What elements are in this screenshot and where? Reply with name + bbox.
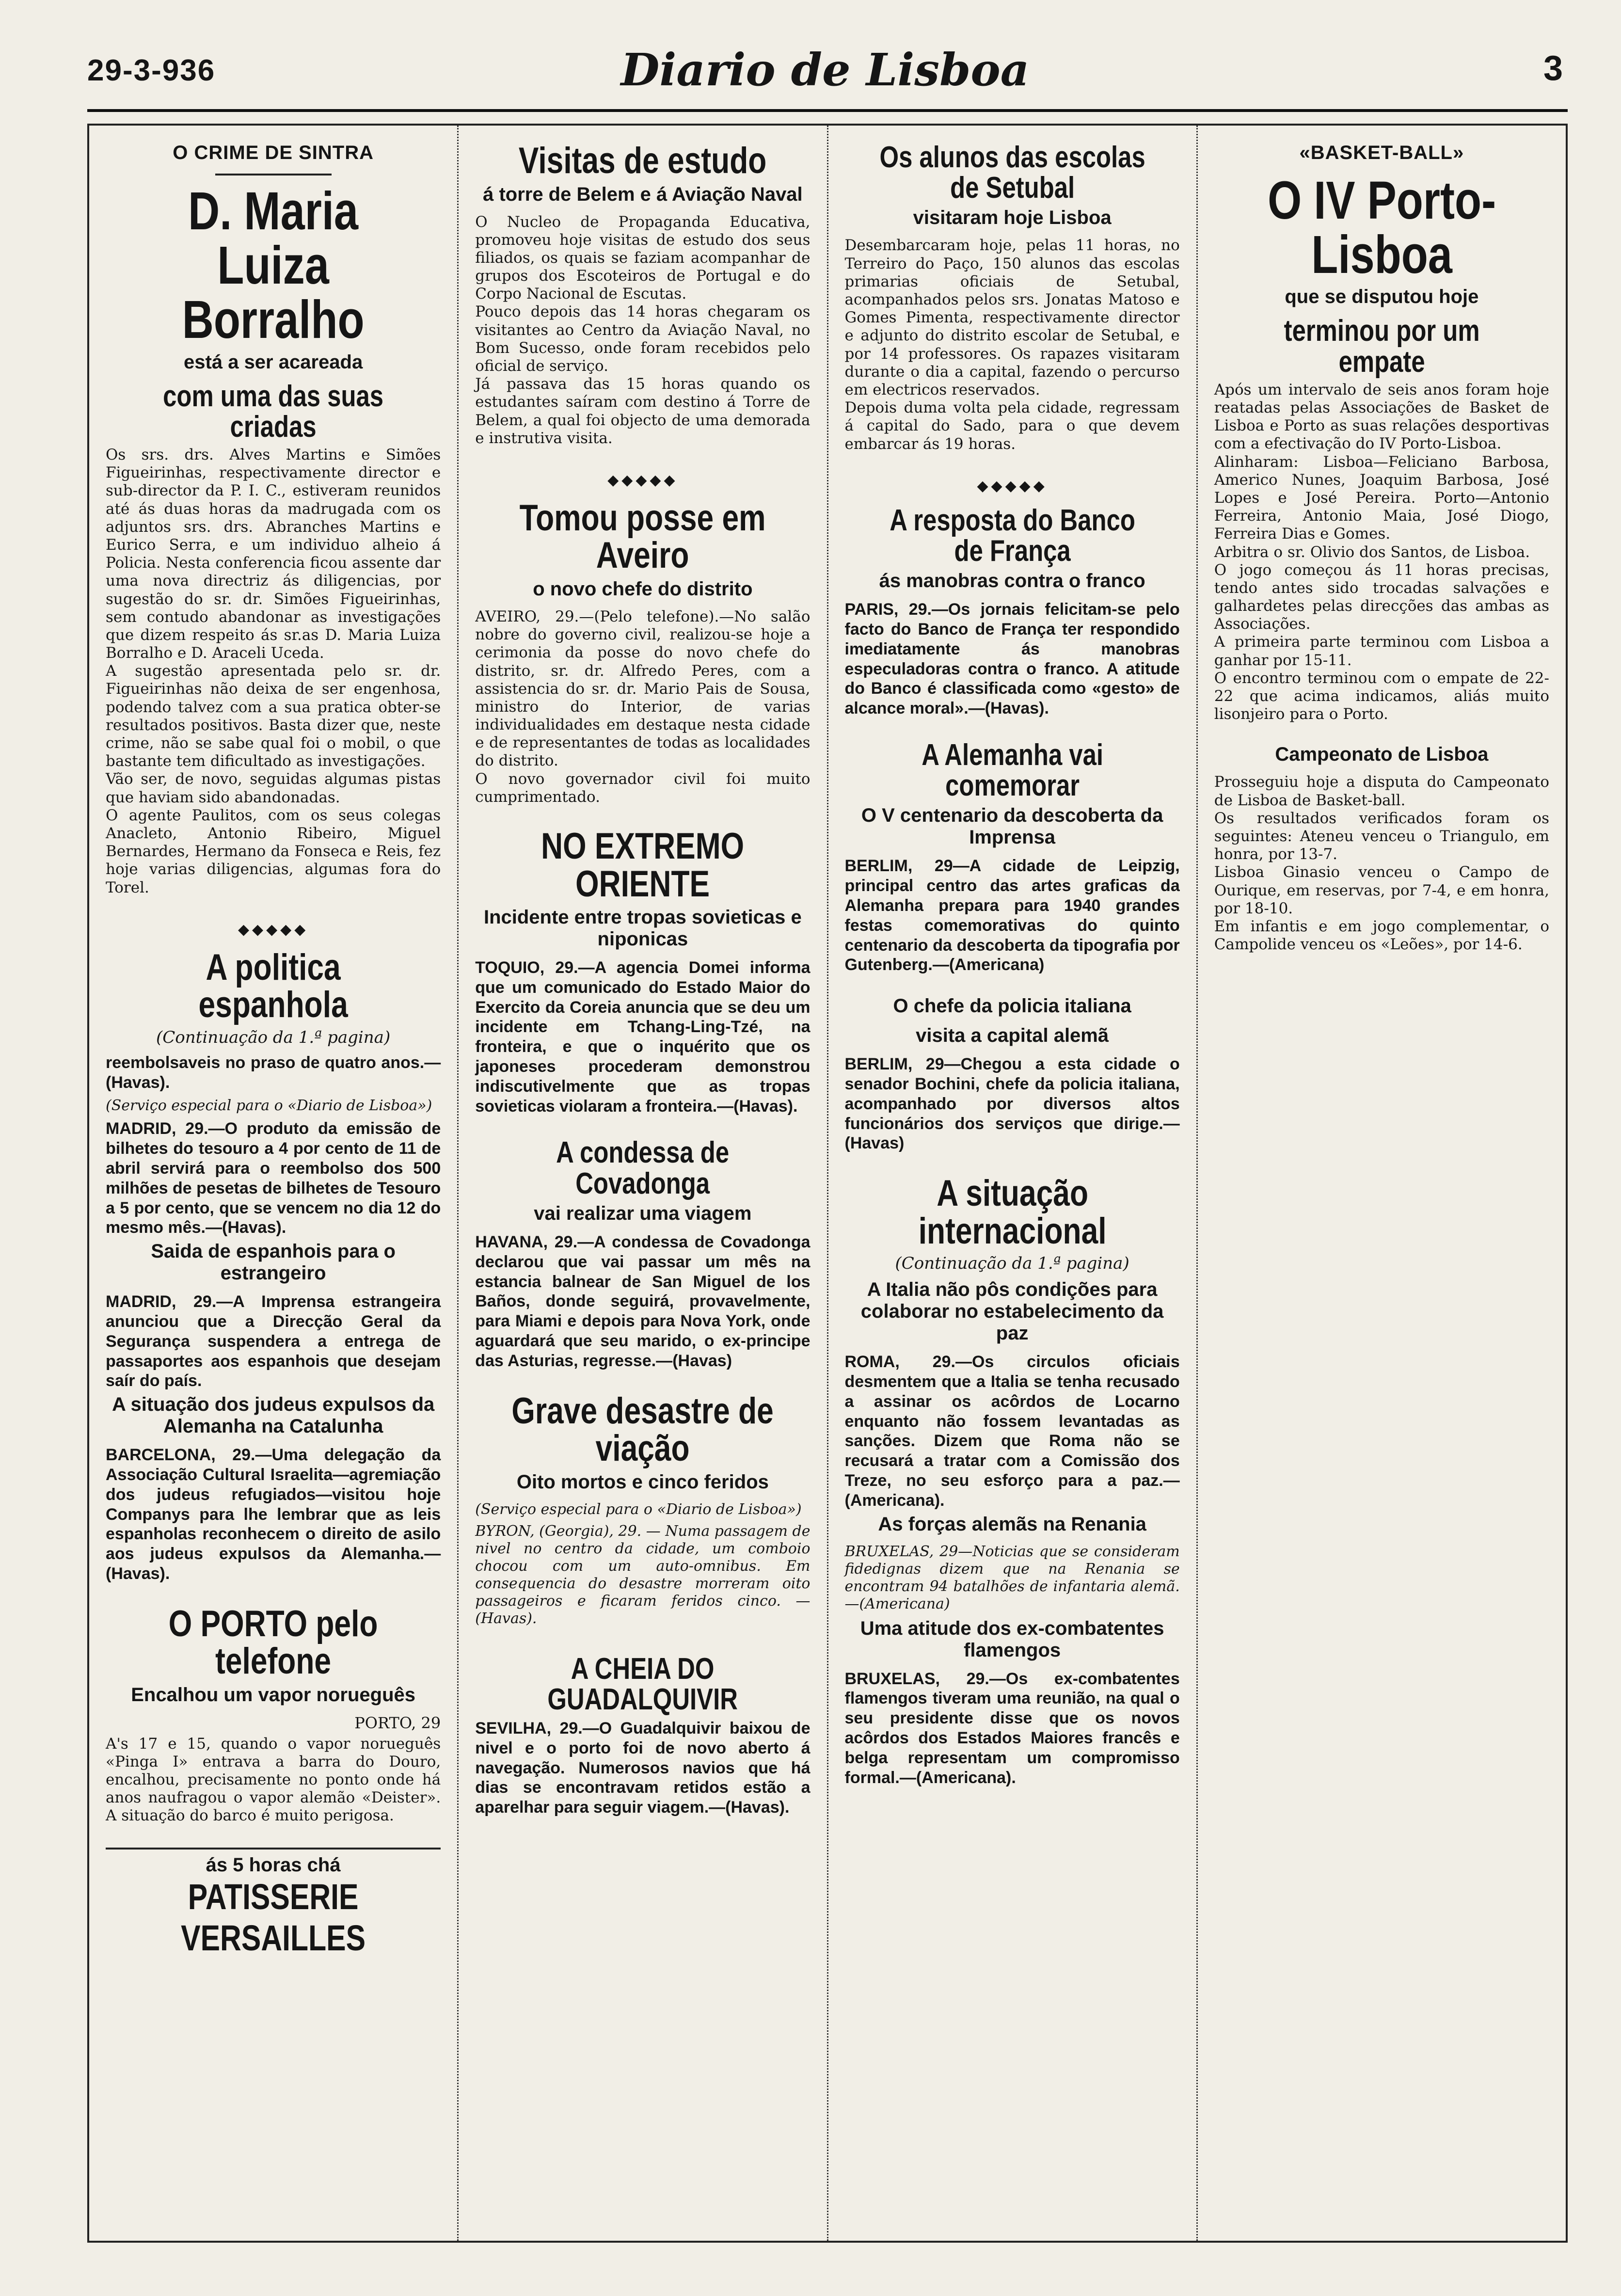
article-subheadline: Uma atitude dos ex-combatentes flamengos (860, 1617, 1164, 1661)
article-paragraph: Arbitra o sr. Olivio dos Santos, de Lisboa. (1214, 543, 1530, 561)
article-headline: A resposta do Banco de França (889, 503, 1135, 568)
article-kicker: «BASKET-BALL» (1299, 142, 1464, 163)
page-number: 3 (1543, 49, 1563, 88)
article-paragraph: HAVANA, 29.—A condessa de Covadonga declarou que vai passar um mês na estancia balnear de San Miguel de los Baños, donde seguirá, provavelmente, para Miami e depois para Nova York, onde aguardará que seu marido, o ex-principe das Asturias, regresse.—(Havas) (475, 1232, 810, 1370)
article-kicker: O CRIME DE SINTRA (173, 142, 374, 163)
article-paragraph: O encontro terminou com o empate de 22-22 que acima indicamos, aliás muito lisonjeiro para o Porto. (1214, 669, 1549, 723)
article-headline: A Alemanha vai comemorar (921, 738, 1103, 803)
dateline: PORTO, 29 (354, 1713, 441, 1732)
article-headline: O IV Porto-Lisboa (1267, 171, 1496, 285)
article-paragraph: BRUXELAS, 29.—Os ex-combatentes flamengos tiveram uma reunião, na qual o seu presidente disse que os novos acôrdos dos Estados Maiores francês e belga representam um compromisso formal.—(Americana). (844, 1669, 1180, 1787)
divider (215, 174, 332, 175)
article-paragraph: BARCELONA, 29.—Uma delegação da Associação Cultural Israelita—agremiação dos judeus refugiados—visitou hoje Companys para lhe lembrar que as leis espanholas reconhecem o direito de asilo aos judeus expulsos da Alemanha.—(Havas). (106, 1446, 441, 1583)
article-banco-franca (845, 501, 1180, 718)
continuation-note: (Continuação da 1.ª pagina) (156, 1027, 391, 1047)
article-subheadline: visita a capital alemã (916, 1025, 1109, 1047)
ornament-divider: ◆◆◆◆◆ (607, 471, 678, 489)
article-subheadline: A Italia não pôs condições para colaborar no estabelecimento da paz (860, 1279, 1164, 1344)
article-subheadline: Oito mortos e cinco feridos (516, 1471, 769, 1493)
article-extremo-oriente (475, 824, 810, 1116)
article-desastre-viacao (475, 1388, 810, 1632)
article-headline: Grave desastre de viação (511, 1390, 774, 1469)
article-headline: A CHEIA DO GUADALQUIVIR (547, 1652, 738, 1716)
article-alemanha (845, 736, 1180, 975)
article-covadonga (475, 1133, 810, 1371)
article-headline: Tomou posse em Aveiro (519, 497, 766, 576)
service-note: (Serviço especial para o «Diario de Lisboa») (475, 1500, 802, 1518)
article-paragraph: Os srs. drs. Alves Martins e Simões Figueirinhas, respectivamente director e sub-director da P. I. C., estiveram reunidos até ás duas horas da madrugada com os adjuntos srs. drs. Abranches Martins e Eurico Serra, e um individuo alheio á Policia. Nesta conferencia ficou assente dar uma nova directriz ás diligencias, por sugestão do sr. dr. Simões Figueirinhas, sem contudo abandonar as investigações que dizem respeito ás sr.as D. Maria Luiza Borralho e D. Araceli Uceda. (106, 446, 441, 662)
article-paragraph: BYRON, (Georgia), 29. — Numa passagem de nivel no centro da cidade, um comboio chocou com um auto-omnibus. Em consequencia do desastre morreram oito passageiros e ficaram feridos cinco. — (Havas). (475, 1522, 810, 1627)
article-aveiro (475, 495, 810, 806)
article-headline: Visitas de estudo (519, 140, 767, 181)
article-paragraph: ROMA, 29.—Os circulos oficiais desmentem que a Italia se tenha recusado a assinar os acôrdos de Locarno enquanto não fossem levantadas as sanções. Dizem que Roma não se recusará a tratar com a Comissão dos Treze, no seu esforço para a paz.—(Americana). (844, 1353, 1180, 1510)
advertisement (106, 1843, 441, 1959)
article-headline: Os alunos das escolas de Setubal (879, 141, 1145, 205)
article-paragraph: O agente Paulitos, com os seus colegas Anacleto, Antonio Ribeiro, Miguel Bernardes, Hermano da Fonseca e Reis, fez hoje varias diligencias, algumas fora do Torel. (106, 806, 441, 896)
ad-line: ás 5 horas chá (106, 1848, 441, 1876)
article-paragraph: Alinharam: Lisboa—Feliciano Barbosa, Americo Nunes, Joaquim Barbosa, José Lopes e José Pereira. Porto—Antonio Ferreira, Antonio Maia, José Diogo, Ferreira Dias e Gomes. (1214, 453, 1549, 543)
article-basket-ball (1214, 138, 1549, 723)
article-setubal (845, 138, 1180, 453)
ornament-divider: ◆◆◆◆◆ (977, 477, 1048, 494)
article-paragraph: Pouco depois das 14 horas chegaram os visitantes ao Centro da Aviação Naval, no Bom Sucesso, onde foram recebidos pelo oficial de serviço. (475, 303, 810, 375)
ornament-divider: ◆◆◆◆◆ (238, 921, 309, 938)
article-paragraph: MADRID, 29.—A Imprensa estrangeira anunciou que a Direcção Geral da Segurança suspendera a entrega de passaportes aos espanhois que desejam saír do país. (106, 1292, 441, 1390)
article-paragraph: O novo governador civil foi muito cumprimentado. (475, 770, 810, 806)
article-subheadline: terminou por um empate (1284, 314, 1480, 379)
article-paragraph: O Nucleo de Propaganda Educativa, promoveu hoje visitas de estudo dos seus filiados, os quais se faziam acompanhar de grupos dos Escoteiros de Portugal e do Corpo Nacional de Escutas. (475, 213, 810, 303)
article-paragraph: BRUXELAS, 29—Noticias que se consideram fidedignas dizem que na Renania se encontram 94 batalhões de infantaria alemã.—(Americana) (844, 1543, 1180, 1612)
column-4 (1198, 126, 1566, 2241)
article-headline: A situação internacional (918, 1173, 1107, 1252)
article-paragraph: BERLIM, 29—A cidade de Leipzig, principal centro das artes graficas da Alemanha prepara para 1940 grandes festas comemorativas do quinto centenario da descoberta da tipografia por Gutenberg.—(Americana) (844, 857, 1180, 974)
service-note: (Serviço especial para o «Diario de Lisboa») (106, 1097, 432, 1115)
article-paragraph: Após um intervalo de seis anos foram hoje reatadas pelas Associações de Basket de Lisboa e Porto as suas relações desportivas com a efectivação do IV Porto-Lisboa. (1214, 381, 1549, 453)
article-paragraph: reembolsaveis no praso de quatro anos.—(Havas). (106, 1053, 441, 1092)
article-subheadline: A situação dos judeus expulsos da Alemanha na Catalunha (111, 1394, 435, 1437)
article-porto-telefone (106, 1601, 441, 1825)
newspaper-title: Diario de Lisboa (620, 44, 1030, 96)
article-paragraph: PARIS, 29.—Os jornais felicitam-se pelo facto do Banco de França ter respondido imediatamente ás manobras especuladoras contra o franco. A atitude do Banco é classificada como «gesto» de alcance moral».—(Havas). (844, 600, 1180, 718)
article-headline: O chefe da policia italiana (893, 995, 1131, 1017)
article-subheadline: que se disputou hoje (1285, 286, 1479, 308)
article-subheadline: visitaram hoje Lisboa (913, 207, 1112, 229)
ad-title: PATISSERIE VERSAILLES (181, 1876, 366, 1958)
article-subheadline: vai realizar uma viagem (534, 1202, 752, 1224)
article-headline: D. Maria Luiza Borralho (182, 181, 365, 350)
article-paragraph: SEVILHA, 29.—O Guadalquivir baixou de nivel e o porto foi de novo aberto á navegação. Numerosos navios que há dias se encontravam retidos estão a aparelhar para seguir viagem.—(Havas). (475, 1719, 810, 1817)
column-grid (87, 124, 1568, 2243)
article-paragraph: A primeira parte terminou com Lisboa a ganhar por 15-11. (1214, 633, 1549, 669)
column-1 (89, 126, 459, 2241)
article-subheadline: Incidente entre tropas sovieticas e niponicas (483, 907, 802, 950)
column-2 (459, 126, 828, 2241)
article-paragraph: Os resultados verificados foram os seguintes: Ateneu venceu o Triangulo, em honra, por 13-7. (1214, 809, 1549, 863)
article-subheadline: ás manobras contra o franco (879, 570, 1145, 592)
masthead (87, 34, 1563, 107)
issue-date: 29-3-936 (87, 54, 216, 87)
article-paragraph: MADRID, 29.—O produto da emissão de bilhetes do tesouro a 4 por cento de 11 de abril servirá para o reembolso dos 500 milhões de pesetas de bilhetes de Tesouro a 5 por cento, que se vencem no dia 12 do mesmo mês.—(Havas). (106, 1119, 441, 1237)
article-subheadline: O V centenario da descoberta da Imprensa (861, 805, 1163, 848)
continuation-note: (Continuação da 1.ª pagina) (895, 1254, 1129, 1274)
article-situacao-internacional (845, 1171, 1180, 1787)
article-crime-sintra (106, 138, 441, 897)
article-subheadline: Saida de espanhois para o estrangeiro (151, 1241, 396, 1284)
masthead-rule (87, 109, 1568, 112)
article-subheadline: Encalhou um vapor norueguês (131, 1684, 415, 1706)
article-paragraph: BERLIM, 29—Chegou a esta cidade o senador Bochini, chefe da policia italiana, acompanhado por diversos altos funcionários dos serviços que dirige.—(Havas) (844, 1055, 1180, 1153)
article-paragraph: A sugestão apresentada pelo sr. dr. Figueirinhas não deixa de ser engenhosa, podendo talvez com a sua pratica obter-se resultados positivos. Basta dizer que, neste crime, não se sabe qual foi o mobil, o que bastante tem dificultado as investigações. (106, 662, 441, 770)
article-headline: Campeonato de Lisboa (1275, 744, 1489, 765)
article-subheadline: com uma das suas criadas (163, 379, 384, 444)
article-subheadline: As forças alemãs na Renania (878, 1513, 1146, 1535)
column-3 (828, 126, 1198, 2241)
article-subheadline: está a ser acareada (184, 351, 363, 373)
article-subheadline: o novo chefe do distrito (533, 578, 753, 600)
article-subheadline: á torre de Belem e á Aviação Naval (483, 183, 803, 205)
article-headline: A condessa de Covadonga (556, 1136, 730, 1200)
article-headline: NO EXTREMO ORIENTE (541, 826, 745, 905)
article-paragraph: A's 17 e 15, quando o vapor norueguês «Pinga I» entrava a barra do Douro, encalhou, precisamente no ponto onde há anos naufragou o vapor alemão «Deister». A situação do barco é muito perigosa. (106, 1735, 441, 1825)
article-paragraph: AVEIRO, 29.—(Pelo telefone).—No salão nobre do governo civil, realizou-se hoje a cerimonia da posse do novo chefe do distrito, sr. dr. Alfredo Peres, com a assistencia do sr. dr. Mario Pais de Sousa, ministro do Interior, de varias individualidades em destaque nesta cidade e de representantes de todas as localidades do distrito. (475, 607, 810, 770)
article-guadalquivir (475, 1650, 810, 1818)
article-paragraph: Prosseguiu hoje a disputa do Campeonato de Lisboa de Basket-ball. (1214, 773, 1549, 809)
article-paragraph: Em infantis e em jogo complementar, o Campolide venceu os «Leões», por 14-6. (1214, 917, 1549, 954)
article-visitas-estudo (475, 138, 810, 447)
article-paragraph: Vão ser, de novo, seguidas algumas pistas que haviam sido abandonadas. (106, 770, 441, 806)
article-policia-italiana (845, 992, 1180, 1153)
article-campeonato-lisboa (1214, 741, 1549, 954)
article-paragraph: Desembarcaram hoje, pelas 11 horas, no Terreiro do Paço, 150 alunos das escolas primarias oficiais de Setubal, acompanhados pelos srs. Jonatas Matoso e Gomes Pimenta, respectivamente director e adjunto do distrito escolar de Setubal, e por 14 professores. Os rapazes visitaram durante o dia a capital, fazendo o percurso em electricos reservados. (844, 237, 1180, 399)
article-paragraph: Já passava das 15 horas quando os estudantes saíram com destino á Torre de Belem, a qual foi objecto de uma demorada e instrutiva visita. (475, 375, 810, 447)
article-paragraph: Depois duma volta pela cidade, regressam á capital do Sado, para o que devem embarcar ás 19 horas. (844, 399, 1180, 453)
article-paragraph: Lisboa Ginasio venceu o Campo de Ourique, em reservas, por 7-4, e em honra, por 18-10. (1214, 863, 1549, 917)
article-paragraph: TOQUIO, 29.—A agencia Domei informa que um comunicado do Estado Maior do Exercito da Coreia anuncia que se deu um incidente em Tchang-Ling-Tzé, na fronteira, e que o inquérito que os japoneses procederam demonstrou indiscutivelmente que as tropas sovieticas violaram a fronteira.—(Havas). (475, 958, 810, 1116)
article-headline: A politica espanhola (198, 946, 348, 1026)
article-politica-espanhola (106, 945, 441, 1584)
article-paragraph: O jogo começou ás 11 horas precisas, tendo antes sido trocadas salvações e galhardetes pelas direcções das ambas as Associações. (1214, 561, 1549, 633)
article-headline: O PORTO pelo telefone (168, 1603, 378, 1682)
